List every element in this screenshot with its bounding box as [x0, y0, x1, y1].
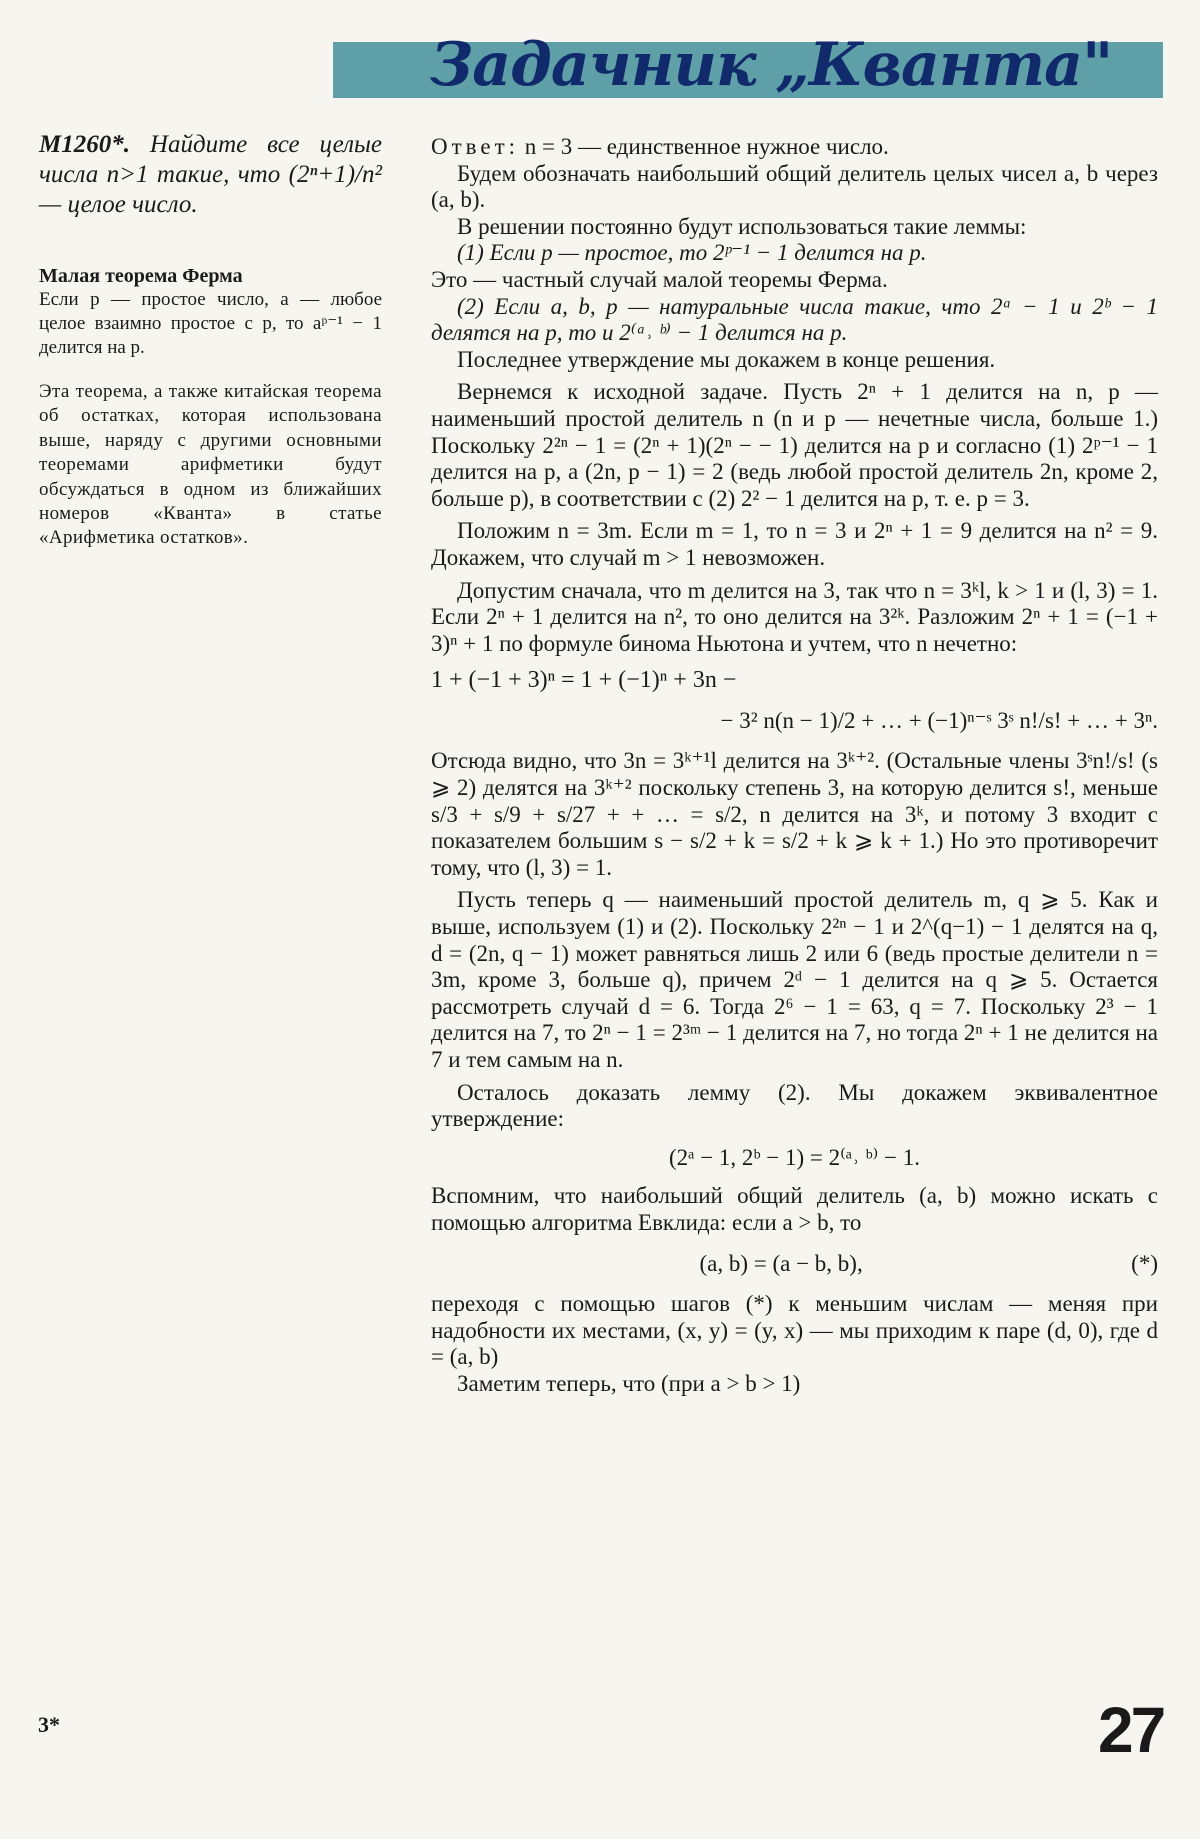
- formula-euclid-row: [431, 1251, 1158, 1278]
- sidebar: [39, 130, 382, 570]
- paragraph-7: Отсюда видно, что 3n = 3ᵏ⁺¹l делится на 3ᵏ⁺². (Остальные члены 3ˢn!/s! (s ⩾ 2) делятся на 3ᵏ⁺² поскольку степень 3, на которую делится s!, меньше s/3 + s/9 + s/27 + + … = s/2, n делится на 3ᵏ, и потому 3 входит с показателем большим s − s/2 + k = s/2 + k ⩾ k + 1.) Но это противоречит тому, что (l, 3) = 1.: [431, 748, 1158, 880]
- paragraph-6: Допустим сначала, что m делится на 3, так что n = 3ᵏl, k > 1 и (l, 3) = 1. Если 2ⁿ + 1 делится на n², то оно делится на 3²ᵏ. Разложим 2ⁿ + 1 = (−1 + 3)ⁿ + 1 по формуле бинома Ньютона и учтем, что n нечетно:: [431, 577, 1158, 656]
- signature-mark: 3*: [38, 1712, 60, 1737]
- formula-binomial-1: 1 + (−1 + 3)ⁿ = 1 + (−1)ⁿ + 3n −: [431, 667, 737, 694]
- page-number: 27: [1098, 1694, 1164, 1766]
- formula-euclid: (a, b) = (a − b, b),: [699, 1250, 863, 1276]
- fermat-note: [39, 264, 382, 360]
- answer-text: n = 3 — единственное нужное число.: [524, 134, 889, 159]
- paragraph-2: В решении постоянно будут использоваться такие леммы:: [457, 213, 1027, 239]
- lemma-1: (1) Если p — простое, то 2ᵖ⁻¹ − 1 делится на p.: [457, 240, 927, 266]
- answer-line: [431, 134, 1158, 161]
- answer-label: Ответ:: [431, 134, 520, 159]
- solution-column: [431, 134, 1158, 1398]
- lemma-1-note: Это — частный случай малой теоремы Ферма.: [431, 266, 888, 292]
- problem-statement: [39, 130, 382, 220]
- paragraph-9: Осталось доказать лемму (2). Мы докажем эквивалентное утверждение:: [431, 1079, 1158, 1132]
- problem-text: Найдите все целые числа n>1 такие, что (2ⁿ+1)/n² — целое число.: [39, 131, 383, 218]
- paragraph-12: Заметим теперь, что (при a > b > 1): [457, 1370, 801, 1396]
- paragraph-1: Будем обозначать наибольший общий делитель целых чисел a, b через (a, b).: [431, 160, 1158, 213]
- formula-binomial-2: − 3² n(n − 1)/2 + … + (−1)ⁿ⁻ˢ 3ˢ n!/s! + … + 3ⁿ.: [720, 707, 1158, 733]
- paragraph-8: Пусть теперь q — наименьший простой делитель m, q ⩾ 5. Как и выше, используем (1) и (2). Поскольку 2²ⁿ − 1 и 2^(q−1) − 1 делятся на q, d = (2n, q − 1) может равняться лишь 2 или 6 (ведь простые делители n = 3m, кроме 3, больше q), причем 2ᵈ − 1 делится на q ⩾ 5. Остается рассмотреть случай d = 6. Тогда 2⁶ − 1 = 63, q = 7. Поскольку 2³ − 1 делится на 7, то 2ⁿ − 1 = 2³ᵐ − 1 делится на 7, но тогда 2ⁿ + 1 не делится на 7 и тем самым на n.: [431, 887, 1158, 1072]
- lemma-2: (2) Если a, b, p — натуральные числа такие, что 2ᵃ − 1 и 2ᵇ − 1 делятся на p, то и 2⁽ᵃ˒ ᵇ⁾ − 1 делится на p.: [431, 293, 1158, 346]
- side-note: [39, 380, 382, 551]
- formula-gcd: (2ᵃ − 1, 2ᵇ − 1) = 2⁽ᵃ˒ ᵇ⁾ − 1.: [669, 1144, 920, 1170]
- note-text: Эта теорема, а также китайская теорема об остатках, которая использована выше, наряду с другими основными теоремами арифметики будут обсуждаться в одном из ближайших номеров «Кванта» в статье «Арифметика остатков».: [39, 381, 382, 549]
- paragraph-10: Вспомним, что наибольший общий делитель (a, b) можно искать с помощью алгоритма Евклида: если a > b, то: [431, 1183, 1158, 1235]
- formula-euclid-tag: (*): [1131, 1250, 1158, 1276]
- header-title: Задачник „Кванта": [430, 30, 1113, 100]
- fermat-title: Малая теорема Ферма: [39, 265, 243, 287]
- paragraph-11: переходя с помощью шагов (*) к меньшим числам — меняя при надобности их местами, (x, y) = (y, x) — мы приходим к паре (d, 0), где d = (a, b): [431, 1291, 1158, 1370]
- fermat-text: Если p — простое число, a — любое целое взаимно простое с p, то aᵖ⁻¹ − 1 делится на p.: [39, 289, 382, 358]
- paragraph-3: Последнее утверждение мы докажем в конце решения.: [457, 346, 996, 372]
- paragraph-5: Положим n = 3m. Если m = 1, то n = 3 и 2ⁿ + 1 = 9 делится на n² = 9. Докажем, что случай m > 1 невозможен.: [431, 518, 1158, 570]
- paragraph-4: Вернемся к исходной задаче. Пусть 2ⁿ + 1 делится на n, p — наименьший простой делитель n (n и p — нечетные числа, больше 1.) Поскольку 2²ⁿ − 1 = (2ⁿ + 1)(2ⁿ − − 1) делится на p и согласно (1) 2ᵖ⁻¹ − 1 делится на p, а (2n, p − 1) = 2 (ведь любой простой делитель 2n, кроме 2, больше p), в соответствии с (2) 2² − 1 делится на p, т. е. p = 3.: [431, 379, 1158, 511]
- problem-label: M1260*.: [39, 131, 130, 158]
